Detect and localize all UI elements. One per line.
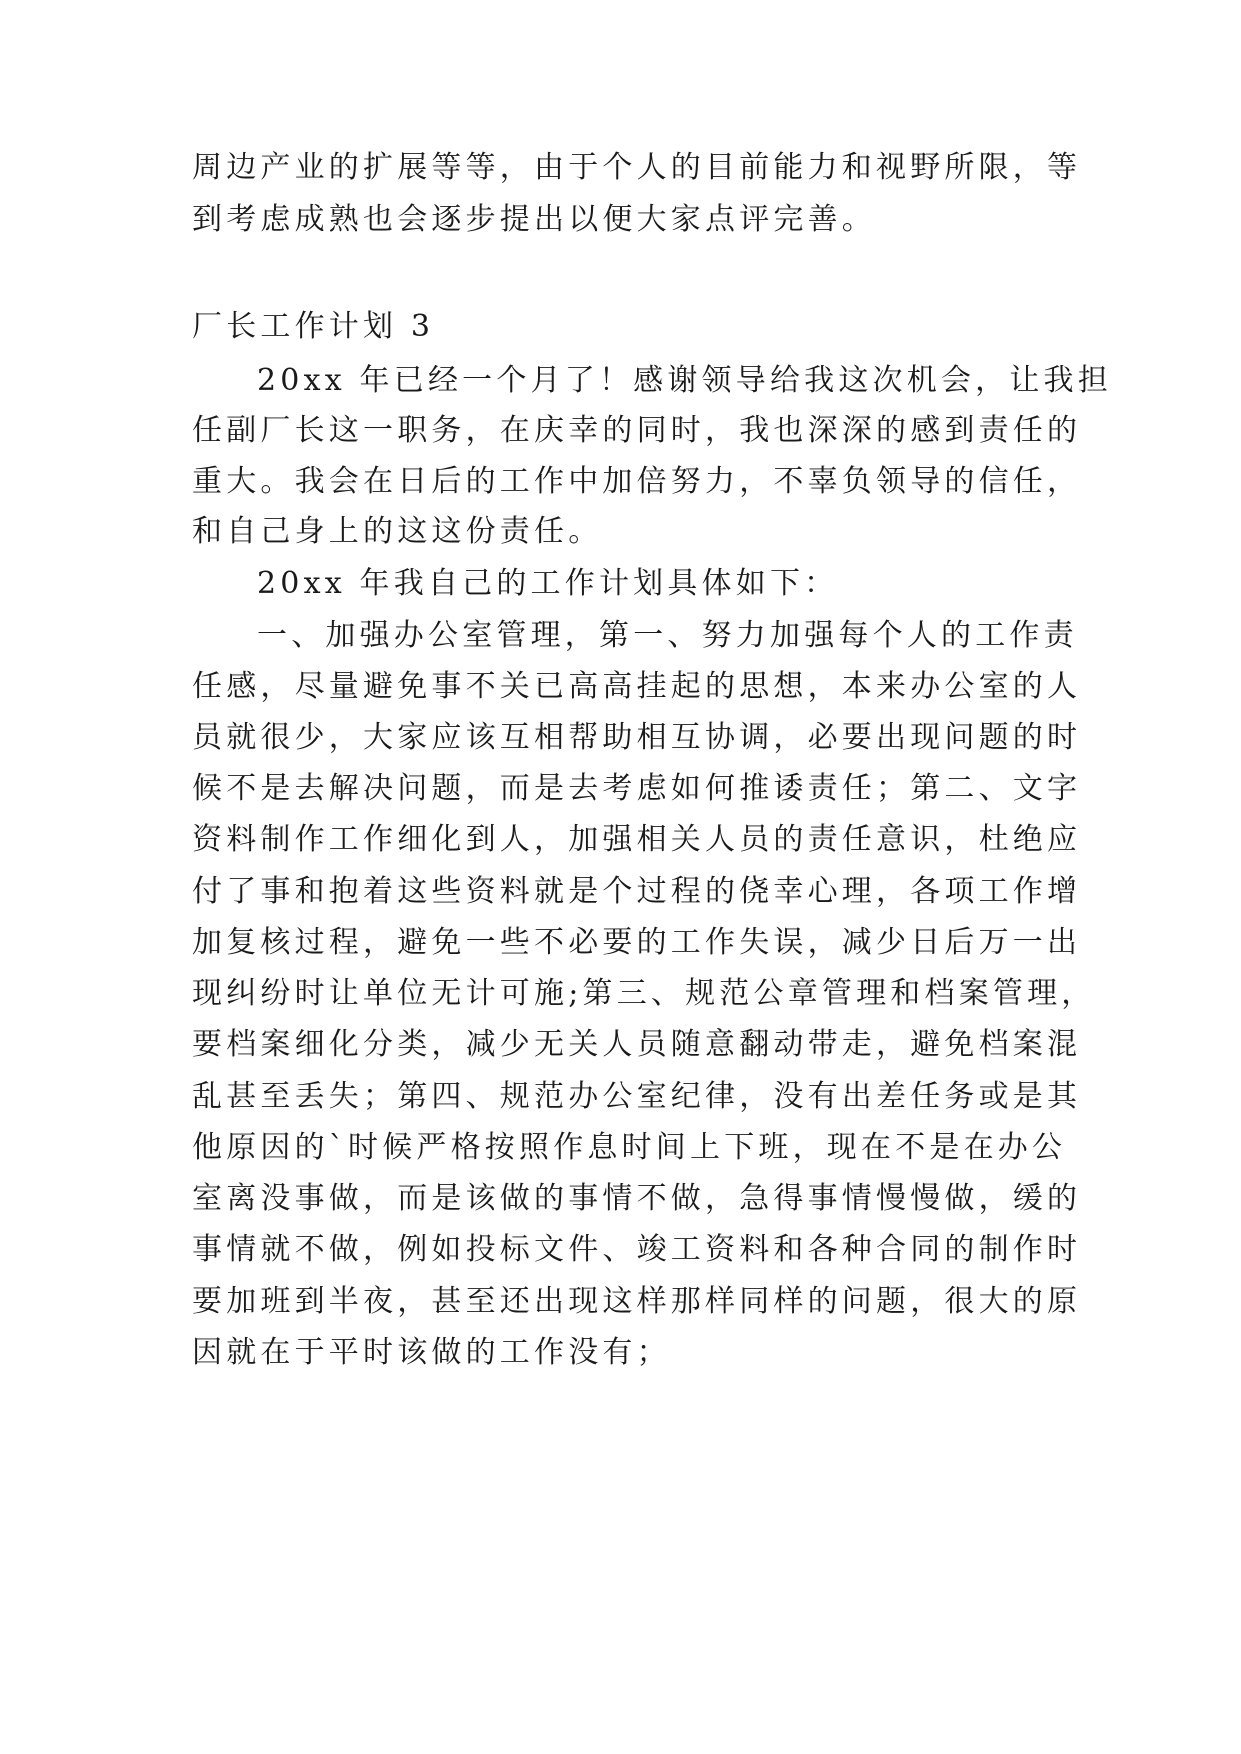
paragraph-3-line-15: 因就在于平时该做的工作没有； xyxy=(192,1335,671,1370)
paragraph-3-line-13: 事情就不做，例如投标文件、竣工资料和各种合同的制作时 xyxy=(192,1232,1082,1267)
paragraph-3-line-4: 候不是去解决问题，而是去考虑如何推诿责任；第二、文字 xyxy=(192,771,1082,806)
paragraph-3-line-2: 任感，尽量避免事不关已高高挂起的思想，本来办公室的人 xyxy=(192,669,1082,704)
section-heading: 厂长工作计划 3 xyxy=(192,309,435,344)
paragraph-3-line-1: 一、加强办公室管理，第一、努力加强每个人的工作责 xyxy=(257,618,1078,653)
paragraph-1-line-4: 和自己身上的这这份责任。 xyxy=(192,514,603,549)
paragraph-3-line-11: 他原因的`时候严格按照作息时间上下班，现在不是在办公 xyxy=(192,1130,1067,1165)
paragraph-3-line-12: 室离没事做，而是该做的事情不做，急得事情慢慢做，缓的 xyxy=(192,1181,1082,1216)
paragraph-3-line-14: 要加班到半夜，甚至还出现这样那样同样的问题，很大的原 xyxy=(192,1284,1082,1319)
paragraph-2-line-1: 20xx 年我自己的工作计划具体如下： xyxy=(257,566,839,601)
intro-line-2: 到考虑成熟也会逐步提出以便大家点评完善。 xyxy=(192,202,876,237)
paragraph-3-line-10: 乱甚至丢失；第四、规范办公室纪律，没有出差任务或是其 xyxy=(192,1079,1082,1114)
paragraph-3-line-3: 员就很少，大家应该互相帮助相互协调，必要出现问题的时 xyxy=(192,720,1082,755)
paragraph-3-line-7: 加复核过程，避免一些不必要的工作失误，减少日后万一出 xyxy=(192,925,1082,960)
paragraph-3-line-6: 付了事和抱着这些资料就是个过程的侥幸心理，各项工作增 xyxy=(192,874,1082,909)
paragraph-3-line-5: 资料制作工作细化到人，加强相关人员的责任意识，杜绝应 xyxy=(192,822,1082,857)
intro-line-1: 周边产业的扩展等等，由于个人的目前能力和视野所限，等 xyxy=(192,150,1082,185)
paragraph-3-line-8: 现纠纷时让单位无计可施;第三、规范公章管理和档案管理， xyxy=(192,976,1096,1011)
paragraph-1-line-2: 任副厂长这一职务，在庆幸的同时，我也深深的感到责任的 xyxy=(192,413,1082,448)
paragraph-3-line-9: 要档案细化分类，减少无关人员随意翻动带走，避免档案混 xyxy=(192,1027,1082,1062)
paragraph-1-line-1: 20xx 年已经一个月了！感谢领导给我这次机会，让我担 xyxy=(257,363,1112,398)
paragraph-1-line-3: 重大。我会在日后的工作中加倍努力，不辜负领导的信任， xyxy=(192,464,1082,499)
